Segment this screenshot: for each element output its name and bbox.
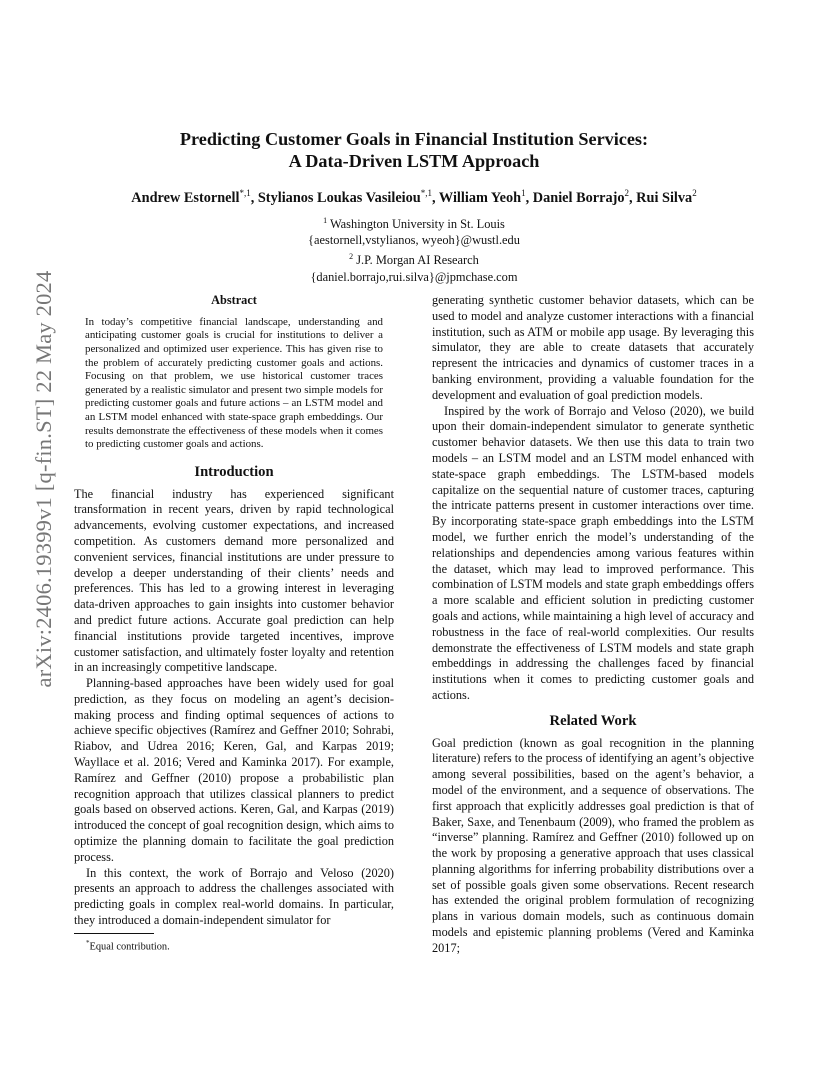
- introduction-heading: Introduction: [194, 463, 274, 480]
- affiliation-1-email: {aestornell,vstylianos, wyeoh}@wustl.edu: [308, 233, 520, 248]
- arxiv-identifier: arXiv:2406.19399v1 [q-fin.ST] 22 May 2024: [31, 270, 56, 688]
- affiliation-2-email: {daniel.borrajo,rui.silva}@jpmchase.com: [310, 269, 518, 284]
- author: Stylianos Loukas Vasileiou$^{*,1}$,: [257, 188, 439, 206]
- intro-paragraph: generating synthetic customer behavior datasets, which can be used to model and analyze customer interactions with a financial institution, such as ATM or mobile app usage. By leveraging this simulator, they are able to create datasets that accurately represent the intricacies and dynamics of customer traces in a banking environment, providing a valuable foundation for the development and evaluation of goal prediction models.: [432, 293, 754, 402]
- author: Daniel Borrajo$^2$,: [532, 188, 637, 206]
- intro-paragraph: Planning-based approaches have been widely used for goal prediction, as they focus on modeling an agent’s decision-making process and finding optimal sequences of actions to achieve specific objectives (Ramírez and Geffner 2010; Sohrabi, Riabov, and Udrea 2016; Keren, Gal, and Karpas 2019; Wayllace et al. 2016; Vered and Kaminka 2017). For example, Ramírez and Geffner (2010) propose a probabilistic plan recognition approach that utilizes classical planners to predict goals based on observed actions. Keren, Gal, and Karpas (2019) introduced the concept of goal recognition design, which aims to optimize the planning domain to facilitate the goal prediction process.: [74, 676, 394, 864]
- paper-title-line-2: A Data-Driven LSTM Approach: [288, 151, 540, 171]
- related-work-heading: Related Work: [549, 712, 637, 729]
- footnote: *Equal contribution.: [86, 939, 170, 953]
- title-block: [0, 128, 828, 285]
- footnote-area: [74, 933, 394, 953]
- intro-paragraph: In this context, the work of Borrajo and Veloso (2020) presents an approach to address the challenges associated with predicting goals in complex real-world domains. In particular, they introduced a domain-independent simulator for: [74, 865, 394, 928]
- right-column: [432, 293, 754, 957]
- affiliation-2: $^2$ J.P. Morgan AI Research: [349, 251, 479, 268]
- abstract-text: In today’s competitive financial landscape, understanding and anticipating customer goals is crucial for institutions to deliver a personalized and optimized user experience. This has given rise to the problem of accurately predicting customer goals and actions. Focusing on that problem, we use historical customer traces generated by a realistic simulator and present two simple models for predicting customer goals and future actions – an LSTM model and an LSTM model enhanced with state-space graph embeddings. Our results demonstrate the effectiveness of these models when it comes to predicting customer goals and actions.: [85, 315, 383, 451]
- author: Rui Silva$^2$: [636, 188, 697, 206]
- abstract-heading: Abstract: [211, 293, 257, 307]
- affiliations: [0, 213, 828, 285]
- footnote-rule: [74, 933, 154, 934]
- author: Andrew Estornell$^{*,1}$,: [131, 188, 258, 206]
- author-list: [0, 184, 828, 207]
- paper-title-line-1: Predicting Customer Goals in Financial Institution Services:: [179, 129, 649, 149]
- paper-title: [0, 128, 828, 172]
- intro-paragraph: The financial industry has experienced significant transformation in recent years, driven by rapid technological advancements, evolving customer expectations, and increased competition. As customers demand more personalized and convenient services, financial institutions are under pressure to develop a deeper understanding of their clients’ needs and preferences. This has led to a growing interest in leveraging data-driven approaches to gain insights into customer behavior and predict future actions. Accurate goal prediction can help financial institutions provide targeted incentives, improve customer satisfaction, and ultimately foster loyalty and retention in an increasingly competitive landscape.: [74, 486, 394, 675]
- affiliation-1: $^1$ Washington University in St. Louis: [323, 215, 505, 231]
- related-work-paragraph: Goal prediction (known as goal recognition in the planning literature) refers to the process of identifying an agent’s objective among several possibilities, based on the agent’s behavior, a model of the environment, and a sequence of observations. The first approach that explicitly addresses goal prediction is that of Baker, Saxe, and Tenenbaum (2009), who framed the problem as “inverse” planning. Ramírez and Geffner (2010) followed up on the work by proposing a generative approach that uses classical planning algorithms for inferring probability distributions over a set of possible goals given some observations. Recent research has extended the original problem formulation of recognizing plans in various domain models, such as continuous domain models and epistemic planning problems (Vered and Kaminka 2017;: [432, 735, 754, 955]
- intro-paragraph: Inspired by the work of Borrajo and Veloso (2020), we build upon their domain-independent simulator to generate synthetic customer behavior datasets. We then use this data to train two models – an LSTM model and an LSTM model enhanced with state-space graph embeddings. The LSTM-based models capitalize on the sequential nature of customer traces, capturing the intricate patterns present in customer interactions over time. By incorporating state-space graph embeddings into the LSTM model, we further enrich the model’s understanding of the relationships and dependencies among various features within the dataset, which may lead to improved performance. This combination of LSTM models and state graph embeddings offers a more scalable and efficient solution in predicting customer goals and actions, while maintaining a high level of accuracy and robustness in the face of real-world complexities. Our results demonstrate the effectiveness of LSTM models and state graph embeddings in addressing the challenges faced by financial institutions when it comes to predicting customer goals and actions.: [432, 403, 754, 702]
- left-column: [74, 293, 394, 929]
- author: William Yeoh$^1$,: [438, 188, 533, 206]
